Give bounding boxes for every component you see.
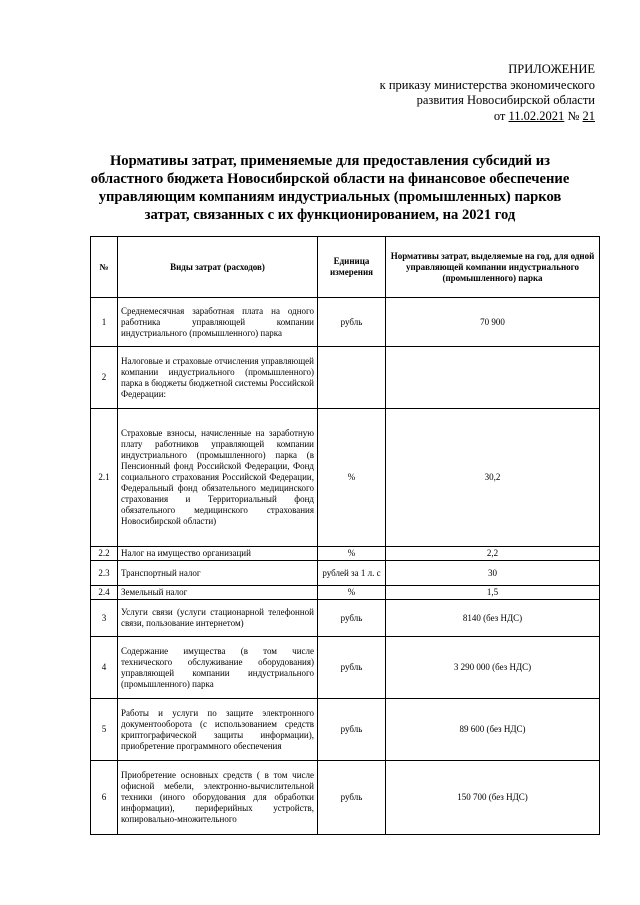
- row-value: 70 900: [386, 298, 600, 347]
- row-number: 4: [91, 637, 118, 699]
- row-unit: %: [318, 547, 386, 561]
- table-row: [91, 298, 600, 347]
- document-title-line: затрат, связанных с их функционированием, на 2021 год: [144, 207, 516, 223]
- row-value: 30,2: [386, 409, 600, 547]
- row-number: 2.4: [91, 586, 118, 600]
- header-unit: Единица измерения: [318, 237, 386, 298]
- row-description: Налоговые и страховые отчисления управляющей компании индустриального (промышленного) парка в бюджеты бюджетной системы Российской Федерации:: [118, 347, 318, 409]
- table-row: [91, 547, 600, 561]
- row-value: 3 290 000 (без НДС): [386, 637, 600, 699]
- row-description: Земельный налог: [118, 586, 318, 600]
- row-number: 6: [91, 761, 118, 835]
- row-number: 2: [91, 347, 118, 409]
- row-value: [386, 347, 600, 409]
- table-row: [91, 637, 600, 699]
- row-unit: %: [318, 409, 386, 547]
- row-description: Работы и услуги по защите электронного документооборота (с использованием средств криптографической защиты информации), приобретение программного обеспечения: [118, 699, 318, 761]
- row-unit: рубль: [318, 298, 386, 347]
- appendix-title: ПРИЛОЖЕНИЕ: [508, 62, 595, 76]
- header-norm: Нормативы затрат, выделяемые на год, для одной управляющей компании индустриального (промышленного) парка: [386, 237, 600, 298]
- row-number: 2.3: [91, 561, 118, 586]
- row-description: Транспортный налог: [118, 561, 318, 586]
- row-number: 5: [91, 699, 118, 761]
- row-value: 8140 (без НДС): [386, 600, 600, 637]
- row-description: Приобретение основных средств ( в том числе офисной мебели, электронно-вычислительной техники (иного оборудования для обработки информации), периферийных устройств, копировально-множительного: [118, 761, 318, 835]
- row-value: 2,2: [386, 547, 600, 561]
- appendix-date-prefix: от: [493, 108, 506, 123]
- document-title: [70, 152, 590, 224]
- table-row: [91, 586, 600, 600]
- appendix-date: 11.02.2021: [508, 108, 565, 123]
- row-number: 2.2: [91, 547, 118, 561]
- row-description: Содержание имущества (в том числе технического обслуживание оборудования) управляющей компании индустриального (промышленного) парка: [118, 637, 318, 699]
- table-row: [91, 409, 600, 547]
- row-description: Страховые взносы, начисленные на заработную плату работников управляющей компании индустриального (промышленного) парка (в Пенсионный фонд Российской Федерации, Фонд социального страхования Российской Федерации, Федеральный фонд обязательного медицинского страхования и Территориальный фонд обязательного медицинского страхования Новосибирской области): [118, 409, 318, 547]
- appendix-number-sign: №: [567, 108, 580, 123]
- appendix-order-line: к приказу министерства экономического: [379, 77, 595, 92]
- document-title-line: управляющим компаниям индустриальных (промышленных) парков: [98, 189, 562, 205]
- table-row: [91, 347, 600, 409]
- appendix-header: [295, 62, 595, 124]
- header-number: №: [91, 237, 118, 298]
- row-description: Среднемесячная заработная плата на одного работника управляющей компании индустриального (промышленного) парка: [118, 298, 318, 347]
- row-unit: рубль: [318, 600, 386, 637]
- row-unit: рублей за 1 л. с: [318, 561, 386, 586]
- table-row: [91, 699, 600, 761]
- appendix-ministry-line: развития Новосибирской области: [416, 93, 595, 107]
- document-title-line: Нормативы затрат, применяемые для предоставления субсидий из: [109, 153, 551, 169]
- document-title-line: областного бюджета Новосибирской области на финансовое обеспечение: [90, 171, 570, 187]
- table-row: [91, 761, 600, 835]
- row-number: 3: [91, 600, 118, 637]
- row-value: 150 700 (без НДС): [386, 761, 600, 835]
- appendix-date-line: [295, 109, 595, 125]
- row-unit: рубль: [318, 699, 386, 761]
- row-value: 89 600 (без НДС): [386, 699, 600, 761]
- row-unit: [318, 347, 386, 409]
- row-number: 1: [91, 298, 118, 347]
- table-header-row: [91, 237, 600, 298]
- row-value: 1,5: [386, 586, 600, 600]
- row-number: 2.1: [91, 409, 118, 547]
- row-value: 30: [386, 561, 600, 586]
- row-unit: рубль: [318, 761, 386, 835]
- row-unit: %: [318, 586, 386, 600]
- row-unit: рубль: [318, 637, 386, 699]
- table-row: [91, 561, 600, 586]
- header-kind: Виды затрат (расходов): [118, 237, 318, 298]
- norms-table: [90, 236, 600, 835]
- table-row: [91, 600, 600, 637]
- row-description: Налог на имущество организаций: [118, 547, 318, 561]
- row-description: Услуги связи (услуги стационарной телефонной связи, пользование интернетом): [118, 600, 318, 637]
- appendix-number: 21: [582, 108, 595, 123]
